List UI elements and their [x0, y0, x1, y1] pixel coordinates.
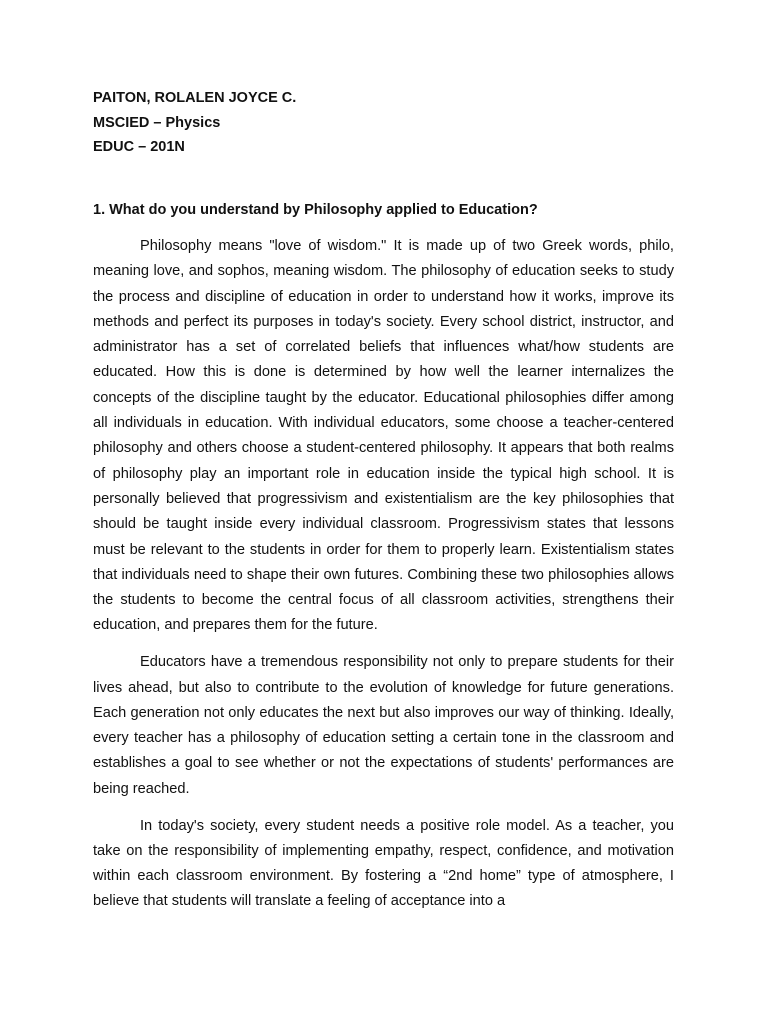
paragraph-2: Educators have a tremendous responsibility not only to prepare students for their lives ahead, but also to contribute to the evolution of knowledge for future generations. Each generation not only educates the next but also improves our way of thinking. Ideally, every teacher has a philosophy of education setting a certain tone in the classroom and establishes a goal to see whether or not the expectations of students' performances are being reached.	[93, 654, 674, 797]
student-name: PAITON, ROLALEN JOYCE C.	[93, 90, 297, 106]
answer-body	[93, 234, 674, 926]
course-code: EDUC – 201N	[93, 139, 185, 155]
program-label: MSCIED – Physics	[93, 114, 221, 131]
question-heading: 1. What do you understand by Philosophy applied to Education?	[93, 202, 538, 218]
paragraph-3: In today's society, every student needs a positive role model. As a teacher, you take on the responsibility of implementing empathy, respect, confidence, and motivation within each classroom environment. By fostering a “2nd home” type of atmosphere, I believe that students will translate a feeling of acceptance into a	[93, 817, 674, 910]
document-header	[93, 86, 296, 160]
paragraph-1: Philosophy means "love of wisdom." It is made up of two Greek words, philo, meaning love, and sophos, meaning wisdom. The philosophy of education seeks to study the process and discipline of education in order to understand how it works, improve its methods and perfect its purposes in today's society. Every school district, instructor, and administrator has a set of correlated beliefs that influences what/how students are educated. How this is done is determined by how well the learner internalizes the concepts of the discipline taught by the educator. Educational philosophies differ among all individuals in education. With individual educators, some choose a teacher-centered philosophy and others choose a student-centered philosophy. It appears that both realms of philosophy play an important role in education inside the typical high school. It is personally believed that progressivism and existentialism are the key philosophies that should be taught inside every individual classroom. Progressivism states that lessons must be relevant to the students in order for them to properly learn. Existentialism states that individuals need to shape their own futures. Combining these two philosophies allows the students to become the central focus of all classroom activities, strengthens their education, and prepares them for the future.	[93, 238, 674, 634]
